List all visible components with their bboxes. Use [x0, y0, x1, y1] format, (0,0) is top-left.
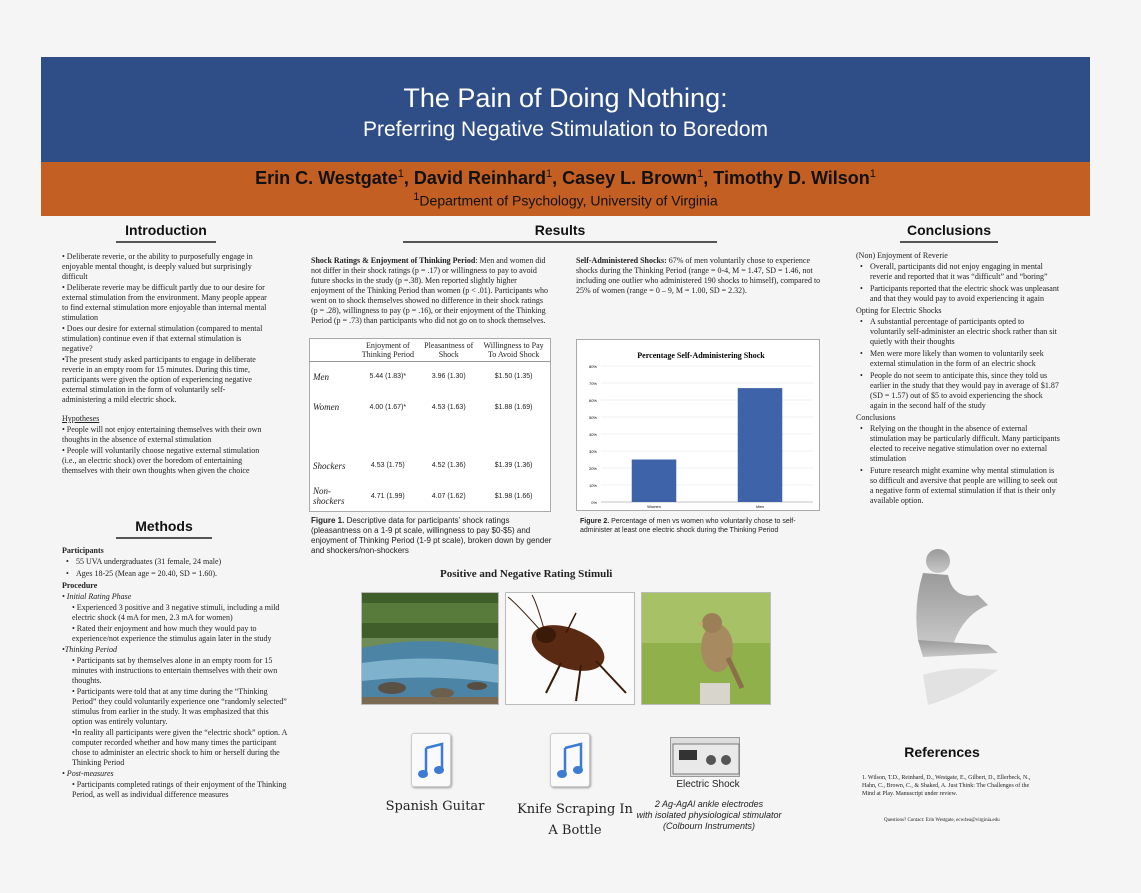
intro-p1: • Deliberate reverie, or the ability to purposefully engage in enjoyable mental thought, is deeply valued but surprisingly difficult [62, 252, 253, 281]
affiliation-text: Department of Psychology, University of Virginia [419, 192, 718, 209]
conclusions-body [856, 251, 1060, 508]
author-3: Casey L. Brown [562, 168, 698, 188]
y-tick-label: 50% [588, 415, 597, 420]
conclusion-item: • Overall, participants did not enjoy engaging in mental reverie and reported that it was “difficult” and “boring” [856, 262, 1060, 282]
music-note-glyph [551, 734, 591, 788]
thinking-period-heading: •Thinking Period [62, 645, 118, 654]
shock-desc-line-3: (Colbourn Instruments) [662, 821, 756, 831]
methods-title: Methods [116, 518, 212, 539]
conclusion-item: • Relying on the thought in the absence of external stimulation may be particularly difficult. Many participants elected to receive negative stimulation over no external stimulation [856, 424, 1060, 464]
shock-ratings-heading: Shock Ratings & Enjoyment of Thinking Period [311, 256, 476, 265]
music-note-glyph [412, 734, 452, 788]
author-1: Erin C. Westgate [255, 168, 398, 188]
results-left-text [311, 256, 551, 326]
author-banner [41, 162, 1090, 216]
introduction-title: Introduction [116, 222, 216, 243]
procedure-item: • Experienced 3 positive and 3 negative stimuli, including a mild electric shock (4 mA for men, 2.3 mA for women) [72, 603, 280, 622]
knife-label-line-1: Knife Scraping In [517, 802, 633, 817]
river-photo [361, 592, 499, 705]
bar-women [632, 460, 677, 503]
procedure-item: • Rated their enjoyment and how much they would pay to experience/not experience the stimulus again later in the study [72, 624, 272, 643]
spanish-guitar-label: Spanish Guitar [385, 799, 485, 814]
bird-photo [641, 592, 771, 705]
spacer-cell [310, 422, 551, 450]
table-header-row [310, 339, 551, 362]
author-list: Erin C. Westgate$^1$, David Reinhard$^1$, Casey L. Brown$^1$, Timothy D. Wilson$^1$ [255, 168, 876, 188]
conclusion-list-2 [856, 317, 1060, 411]
hypotheses-heading: Hypotheses [62, 414, 100, 423]
sitting-figure-art [893, 545, 1008, 725]
bar-men [738, 388, 783, 502]
conclusion-item: • Future research might examine why mental stimulation is so difficult and aversive that people are willing to seek out a negative form of external stimulation if that is their only available option. [856, 466, 1060, 506]
y-tick-label: 30% [588, 449, 597, 454]
procedure-item: •In reality all participants were given the “electric shock” option. A computer recorded whether and how many times the participant chose to administer an electric shock to him or herself during the Thinking Period [72, 728, 287, 767]
chart-title: Percentage Self-Administering Shock [637, 351, 765, 360]
row-label: Women [313, 402, 340, 413]
x-tick-label: Women [647, 504, 661, 509]
methods-body [62, 546, 288, 801]
reference-item: 1. Wilson, T.D., Reinhard, D., Westgate, E., Gilbert, D., Ellerbeck, N., Hahn, C., Brown, C., & Shaked, A. Just Think: The Challenges of the Mind at Play. Manuscript under review. [862, 775, 1031, 797]
table-cell: 4.07 (1.62) [431, 492, 466, 500]
contact-info: Questions? Contact: Erin Westgate, ecw4ea@virginia.edu [884, 818, 1000, 823]
hypothesis-1: • People will not enjoy entertaining themselves with their own thoughts in the absence of external stimulation [62, 425, 262, 444]
initial-rating-heading: • Initial Rating Phase [62, 592, 132, 601]
shock-device-image [670, 737, 740, 777]
table-cell: $1.88 (1.69) [494, 403, 533, 411]
conclusion-item: • A substantial percentage of participants opted to voluntarily self-administer an electric shock rather than sit quietly with their thoughts [856, 317, 1060, 347]
affil-sup-dept: 1 [413, 191, 420, 203]
table-cell: $1.98 (1.66) [494, 492, 533, 500]
table-row [310, 451, 551, 481]
table-cell: 4.52 (1.36) [431, 462, 466, 470]
y-tick-label: 20% [588, 466, 597, 471]
self-administered-body: 67% of men voluntarily chose to experience shocks during the Thinking Period (range = 0-4, M = 1.47, SD = 1.46, not including one outlier who administered 190 shocks to himself), compared to 25% of women (range = 0 – 9, M = 1.00, SD = 2.32). [576, 256, 821, 295]
y-tick-label: 0% [591, 500, 597, 505]
affil-sup-3: 1 [697, 168, 704, 180]
table-cell: 5.44 (1.83)* [369, 373, 407, 381]
title-banner [41, 57, 1090, 162]
author-2: David Reinhard [413, 168, 546, 188]
table-row [310, 362, 551, 392]
conclusions-title: Conclusions [900, 222, 998, 243]
post-measures-heading: • Post-measures [62, 769, 114, 778]
intro-p3: • Does our desire for external stimulation (compared to mental stimulation) continue even if that external stimulation is negative? [62, 324, 263, 353]
y-tick-label: 40% [588, 432, 597, 437]
chart-plot [589, 364, 813, 509]
knife-scraping-label [515, 799, 635, 841]
table-row [310, 481, 551, 512]
conclusion-item: • Men were more likely than women to voluntarily seek external stimulation in the form of an electric shock [856, 349, 1060, 369]
results-right-text [576, 256, 826, 296]
shock-desc-line-2: with isolated physiological stimulator [636, 810, 782, 820]
conclusion-heading-2: Opting for Electric Shocks [856, 306, 942, 315]
introduction-body [62, 252, 268, 477]
participant-item: • Ages 18-25 (Mean age = 20.40, SD = 1.60). [62, 569, 288, 579]
conclusion-list-3 [856, 424, 1060, 506]
hypothesis-2: • People will voluntarily choose negative external stimulation (i.e., an electric shock) over the boredom of entertaining themselves with their own thoughts when given the choice [62, 446, 260, 475]
music-note-icon[interactable] [411, 733, 451, 787]
table-cell: 4.53 (1.75) [370, 462, 405, 470]
figure-1-text: Descriptive data for participants’ shock ratings (pleasantness on a 1-9 pt scale, willingness to pay $0-$5) and enjoyment of Thinking Period (1-9 pt scale), broken down by gender and shockers/non-shockers [311, 516, 552, 555]
shock-desc-line-1: 2 Ag-AgAl ankle electrodes [654, 799, 764, 809]
table-cell: 3.96 (1.30) [431, 373, 466, 381]
conclusion-list-1 [856, 262, 1060, 304]
procedure-item: • Participants were told that at any time during the “Thinking Period” they could voluntarily experience one “randomly selected” stimulus from earlier in the study. It was emphasized that this option was entirely voluntary. [72, 687, 287, 726]
references-title: References [904, 744, 980, 760]
table-spacer-row [310, 422, 551, 450]
y-tick-label: 80% [588, 364, 597, 369]
participant-item: • 55 UVA undergraduates (31 female, 24 male) [62, 557, 288, 567]
conclusion-heading-1: (Non) Enjoyment of Reverie [856, 251, 948, 260]
poster-title: The Pain of Doing Nothing: [403, 83, 728, 113]
sitting-figure-image [893, 545, 1008, 725]
music-note-icon[interactable] [550, 733, 590, 787]
bird-art [642, 593, 771, 705]
procedure-item: • Participants completed ratings of their enjoyment of the Thinking Period, as well as individual difference measures [72, 780, 287, 799]
participants-list [62, 557, 288, 579]
descriptive-table [309, 338, 551, 512]
procedure-heading: Procedure [62, 581, 98, 590]
y-tick-label: 70% [588, 381, 597, 386]
intro-p2: • Deliberate reverie may be difficult partly due to our desire for external stimulation from the environment. Many people appear to find external stimulation more enjoyable than internal mental stimulation [62, 283, 267, 322]
poster-subtitle: Preferring Negative Stimulation to Boredom [362, 118, 769, 141]
table-cell: 4.00 (1.67)* [369, 403, 407, 411]
table-cell: 4.53 (1.63) [431, 403, 466, 411]
conclusion-item: • People do not seem to anticipate this, since they told us earlier in the study that they would pay in average of $1.87 (SD = 1.57) out of $5 to avoid experiencing the shock again in the second half of the study [856, 371, 1060, 411]
figure-1-label: Figure 1. [311, 516, 345, 525]
shock-chart [576, 339, 820, 511]
river-photo-art [362, 593, 499, 705]
table-header: Pleasantness of Shock [420, 339, 477, 362]
affil-sup-1: 1 [397, 168, 404, 180]
table-cell: 4.71 (1.99) [370, 492, 405, 500]
figure-2-label: Figure 2. [580, 518, 610, 525]
electric-shock-label: Electric Shock [676, 779, 740, 790]
electric-shock-description [624, 799, 794, 832]
table-header [310, 339, 356, 362]
procedure-item: • Participants sat by themselves alone in an empty room for 15 minutes with instructions to entertain themselves with their own thoughts. [72, 656, 278, 685]
shock-device-art [671, 738, 741, 778]
figure-2-caption [580, 517, 820, 535]
figure-1-caption [311, 516, 556, 556]
row-label: Men [313, 371, 329, 382]
conclusion-heading-3: Conclusions [856, 413, 896, 422]
shock-chart-svg [577, 340, 819, 510]
table-row [310, 392, 551, 422]
affiliation [41, 191, 1090, 209]
cockroach-photo [505, 592, 635, 705]
results-title: Results [403, 222, 717, 243]
author-4: Timothy D. Wilson [713, 168, 870, 188]
shock-ratings-body: : Men and women did not differ in their shock ratings (p = .17) or willingness to pay to avoid future shocks in the study (p =.38). Men reported slightly higher enjoyment of the Thinking Period than women (p < .01). Participants who went on to shock themselves showed no difference in their shock ratings (p = .28), willingness to pay (p = .16), or their enjoyment of the Thinking Period (p = .73) than participants who did not go on to shock themselves. [311, 256, 548, 325]
table-header: Willingness to Pay To Avoid Shock [477, 339, 550, 362]
affil-sup-4: 1 [869, 168, 876, 180]
knife-label-line-2: A Bottle [548, 823, 602, 838]
participants-heading: Participants [62, 546, 104, 555]
cockroach-art [506, 593, 635, 705]
table-cell: $1.39 (1.36) [494, 462, 533, 470]
row-label: Shockers [313, 460, 346, 471]
y-tick-label: 10% [588, 483, 597, 488]
table-header: Enjoyment of Thinking Period [355, 339, 420, 362]
conclusion-item: • Participants reported that the electric shock was unpleasant and that they would pay to avoid experiencing it again [856, 284, 1060, 304]
self-administered-heading: Self-Administered Shocks: [576, 256, 667, 265]
intro-p4: •The present study asked participants to engage in deliberate reverie in an empty room for 15 minutes. During this time, participants were given the option of experiencing negative external stimulation in the form of voluntarily self-administering a mild electric shock. [62, 355, 256, 404]
x-tick-label: Men [756, 504, 764, 509]
y-tick-label: 60% [588, 398, 597, 403]
figure-2-text: Percentage of men vs women who voluntarily chose to self-administer at least one electric shock during the Thinking Period [580, 518, 796, 534]
affil-sup-2: 1 [545, 168, 553, 180]
row-label: Non-shockers [313, 486, 345, 506]
stimuli-title: Positive and Negative Rating Stimuli [440, 568, 613, 580]
table-cell: $1.50 (1.35) [494, 373, 533, 381]
